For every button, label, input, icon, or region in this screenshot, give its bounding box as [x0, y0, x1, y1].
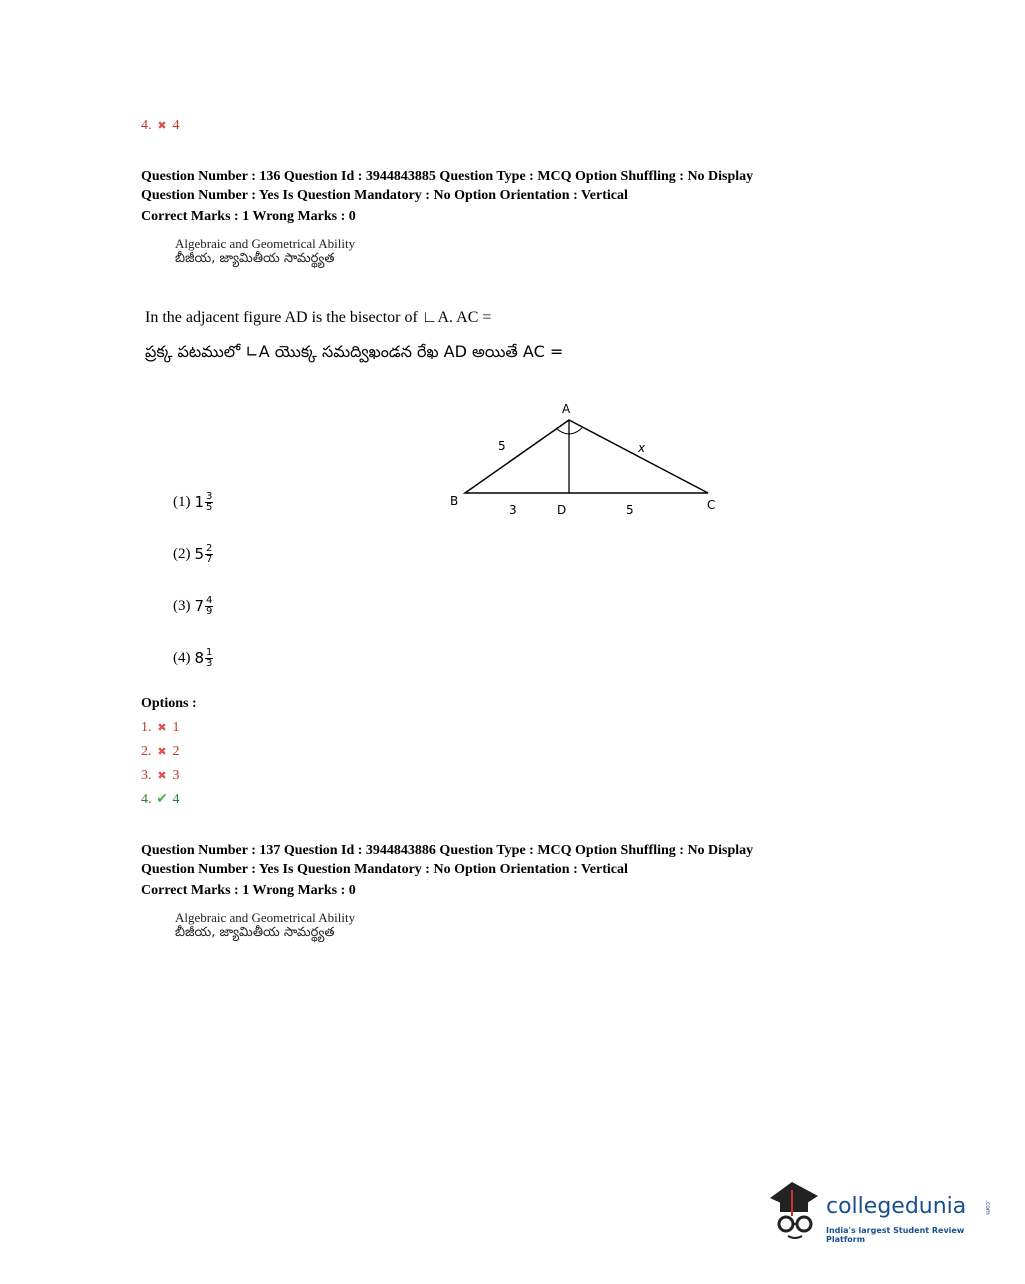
subject-english: Algebraic and Geometrical Ability [175, 910, 356, 925]
denominator: 7 [206, 553, 213, 565]
cross-mark-icon: ✖ [157, 746, 167, 758]
option-value: 2 [172, 744, 180, 759]
option-2 [141, 743, 180, 761]
choice-label: (1) [173, 493, 191, 510]
subject-english: Algebraic and Geometrical Ability [175, 236, 356, 251]
check-mark-icon: ✔ [156, 792, 168, 807]
logo-name: collegedunia [826, 1194, 967, 1219]
q136-choices [173, 476, 213, 684]
q137-marks: Correct Marks : 1 Wrong Marks : 0 [141, 883, 356, 898]
denominator: 9 [206, 605, 213, 617]
choice-label: (2) [173, 545, 191, 562]
vertex-a-label: A [562, 402, 571, 416]
choice-whole: 5 [194, 545, 205, 563]
q136-subject [175, 236, 355, 266]
option-value: 4 [172, 792, 180, 807]
choice-4 [173, 632, 213, 684]
option-value: 3 [172, 768, 180, 783]
choice-3 [173, 580, 213, 632]
q137-meta [141, 841, 753, 900]
choice-label: (4) [173, 649, 191, 666]
option-number: 4. [141, 118, 152, 133]
option-1 [141, 719, 180, 737]
choice-label: (3) [173, 597, 191, 614]
choice-fraction [205, 596, 213, 617]
q137-subject [175, 910, 355, 940]
cross-mark-icon: ✖ [157, 120, 167, 132]
choice-1 [173, 476, 213, 528]
triangle-abc [465, 420, 708, 493]
choice-fraction [205, 544, 213, 565]
logo-suffix: .com [984, 1200, 991, 1215]
segment-dc-label: 5 [626, 503, 634, 517]
q136-meta [141, 167, 753, 226]
q137-meta-line1: Question Number : 137 Question Id : 3944843886 Question Type : MCQ Option Shuffling : No Display [141, 843, 754, 858]
q136-meta-line1: Question Number : 136 Question Id : 3944843885 Question Type : MCQ Option Shuffling : No Display [141, 169, 754, 184]
option-value: 1 [172, 720, 180, 735]
option-number: 2. [141, 744, 152, 759]
denominator: 5 [206, 501, 213, 513]
point-d-label: D [557, 503, 567, 517]
option-value: 4 [172, 118, 180, 133]
choice-whole: 7 [194, 597, 205, 615]
options-heading: Options : [141, 696, 197, 711]
logo-tagline: India's largest Student Review Platform [826, 1226, 965, 1244]
numerator: 4 [206, 594, 213, 606]
prev-option-4 [141, 117, 180, 135]
segment-bd-label: 3 [509, 503, 517, 517]
side-ac-label: x [638, 441, 646, 455]
numerator: 3 [206, 490, 213, 502]
side-ab-label: 5 [498, 439, 506, 453]
choice-whole: 8 [194, 649, 205, 667]
denominator: 3 [206, 657, 213, 669]
q136-marks: Correct Marks : 1 Wrong Marks : 0 [141, 209, 356, 224]
numerator: 1 [206, 646, 213, 658]
cross-mark-icon: ✖ [157, 770, 167, 782]
subject-telugu: బీజీయ, జ్యామితీయ సామర్థ్యత [175, 251, 335, 266]
vertex-c-label: C [707, 498, 716, 512]
option-number: 3. [141, 768, 152, 783]
q137-meta-line2: Question Number : Yes Is Question Mandatory : No Option Orientation : Vertical [141, 862, 628, 877]
choice-fraction [205, 648, 213, 669]
option-number: 4. [141, 792, 152, 807]
collegedunia-logo [766, 1176, 996, 1246]
q136-options [141, 719, 180, 809]
q136-question-telugu: ప్రక్క పటములో ∟A యొక్క సమద్విఖండన రేఖ AD అయితే AC = [145, 342, 564, 361]
option-number: 1. [141, 720, 152, 735]
cross-mark-icon: ✖ [157, 722, 167, 734]
q136-meta-line2: Question Number : Yes Is Question Mandatory : No Option Orientation : Vertical [141, 188, 628, 203]
choice-fraction [205, 492, 213, 513]
vertex-b-label: B [450, 494, 459, 508]
choice-whole: 1 [194, 493, 205, 511]
option-4 [141, 791, 180, 809]
q136-question-english: In the adjacent figure AD is the bisector of ∟A. AC = [145, 309, 492, 326]
subject-telugu: బీజీయ, జ్యామితీయ సామర్థ్యత [175, 925, 335, 940]
numerator: 2 [206, 542, 213, 554]
choice-2 [173, 528, 213, 580]
mascot-cap-icon [766, 1176, 824, 1244]
option-3 [141, 767, 180, 785]
triangle-figure [440, 395, 740, 525]
